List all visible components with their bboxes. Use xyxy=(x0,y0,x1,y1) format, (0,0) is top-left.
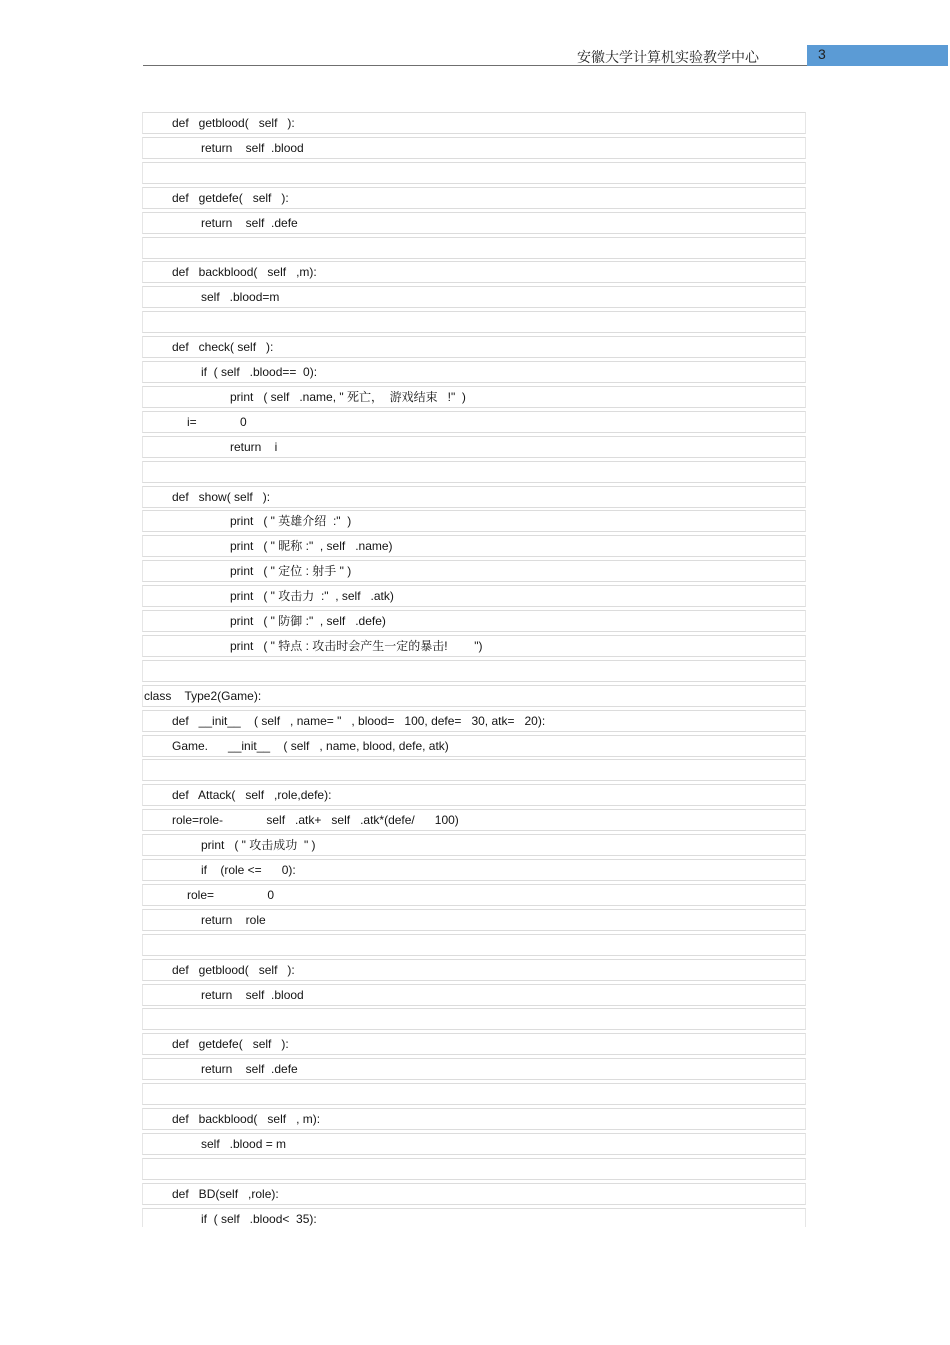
code-line xyxy=(142,112,806,134)
code-line-text: Game. __init__ ( self , name, blood, defe, atk) xyxy=(172,738,449,753)
code-line xyxy=(142,859,806,881)
code-line xyxy=(142,1108,806,1130)
code-line xyxy=(142,1133,806,1155)
code-line xyxy=(142,436,806,458)
code-line xyxy=(142,685,806,707)
code-line xyxy=(142,959,806,981)
code-line-text: print ( " 特点 : 攻击时会产生一定的暴击! ") xyxy=(230,638,483,653)
code-line-text: def backblood( self , m): xyxy=(172,1112,321,1126)
code-line-text: def getdefe( self ): xyxy=(172,190,289,205)
code-line-text: i= 0 xyxy=(187,414,247,429)
code-line xyxy=(142,560,806,582)
code-line-text: def check( self ): xyxy=(172,340,274,355)
code-line xyxy=(142,585,806,607)
code-line xyxy=(142,461,806,483)
code-line xyxy=(142,1208,806,1227)
code-line xyxy=(142,909,806,931)
code-line-text: print ( " 防御 :" , self .defe) xyxy=(230,614,386,628)
code-line xyxy=(142,162,806,184)
code-line-text: print ( " 昵称 :" , self .name) xyxy=(230,539,393,554)
code-line xyxy=(142,984,806,1006)
code-line xyxy=(142,261,806,283)
header-title: 安徽大学计算机实验教学中心 xyxy=(577,50,759,66)
code-line-text: if ( self .blood< 35): xyxy=(201,1211,317,1226)
code-line xyxy=(142,535,806,557)
code-line xyxy=(142,311,806,333)
code-line xyxy=(142,486,806,508)
code-line xyxy=(142,784,806,806)
code-line-text: def getblood( self ): xyxy=(172,962,295,977)
code-line xyxy=(142,386,806,408)
code-line-text: print ( " 定位 : 射手 " ) xyxy=(230,564,352,579)
code-line-text: role=role- self .atk+ self .atk*(defe/ 100) xyxy=(172,813,459,828)
code-line xyxy=(142,934,806,956)
code-line-text: print ( " 攻击力 :" , self .atk) xyxy=(230,589,394,604)
code-line-text: return role xyxy=(201,912,266,927)
code-line xyxy=(142,610,806,632)
code-line xyxy=(142,759,806,781)
code-line-text: def backblood( self ,m): xyxy=(172,265,317,280)
code-line xyxy=(142,809,806,831)
code-line xyxy=(142,660,806,682)
code-line xyxy=(142,834,806,856)
code-line-text: if (role <= 0): xyxy=(201,863,296,877)
code-line-text: def show( self ): xyxy=(172,489,271,504)
code-line xyxy=(142,137,806,159)
code-line-text: class Type2(Game): xyxy=(144,688,262,703)
code-line xyxy=(142,1008,806,1030)
code-line-text: return self .defe xyxy=(201,215,298,230)
code-line-text: print ( self .name, " 死亡， 游戏结束 !" ) xyxy=(230,389,466,404)
code-line xyxy=(142,1183,806,1205)
code-line-text: def BD(self ,role): xyxy=(172,1186,279,1201)
code-line-text: def Attack( self ,role,defe): xyxy=(172,788,332,803)
code-line xyxy=(142,635,806,657)
code-line xyxy=(142,884,806,906)
code-line-text: def __init__ ( self , name= " , blood= 100, defe= 30, atk= 20): xyxy=(172,713,546,728)
page-number-tab xyxy=(807,45,948,66)
code-line-text: self .blood = m xyxy=(201,1136,287,1151)
code-line-text: print ( " 攻击成功 " ) xyxy=(201,838,316,853)
code-line xyxy=(142,710,806,732)
code-line-text: return self .defe xyxy=(201,1062,298,1077)
code-line-text: return self .blood xyxy=(201,140,304,155)
code-line-text: if ( self .blood== 0): xyxy=(201,365,318,379)
code-line xyxy=(142,1083,806,1105)
code-line-text: self .blood=m xyxy=(201,290,280,305)
code-line xyxy=(142,286,806,308)
code-line-text: return i xyxy=(230,439,278,454)
code-line-text: return self .blood xyxy=(201,987,304,1002)
code-line-text: print ( " 英雄介绍 :" ) xyxy=(230,514,352,529)
code-line xyxy=(142,361,806,383)
code-line xyxy=(142,1033,806,1055)
code-line xyxy=(142,1158,806,1180)
code-line xyxy=(142,237,806,259)
code-line-text: role= 0 xyxy=(187,887,275,902)
code-line xyxy=(142,411,806,433)
code-line xyxy=(142,336,806,358)
code-line-text: def getblood( self ): xyxy=(172,116,295,130)
code-line xyxy=(142,510,806,532)
code-line xyxy=(142,735,806,757)
code-line xyxy=(142,1058,806,1080)
code-line-text: def getdefe( self ): xyxy=(172,1037,289,1052)
code-line xyxy=(142,212,806,234)
code-line xyxy=(142,187,806,209)
code-listing xyxy=(142,112,807,1227)
page-number: 3 xyxy=(818,46,826,62)
